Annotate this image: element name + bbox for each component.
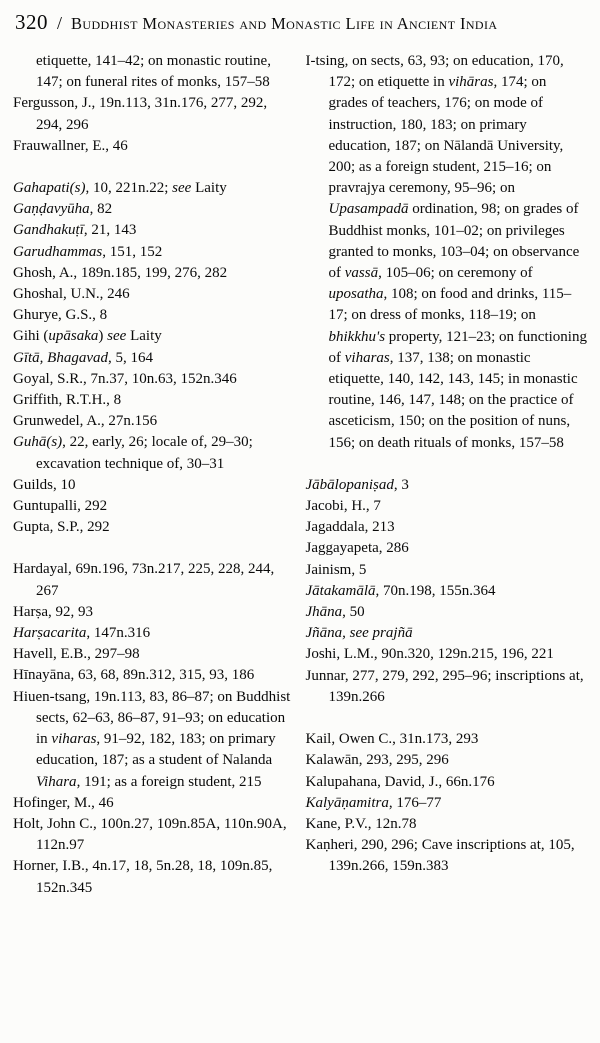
page-header: [15, 10, 587, 35]
index-column-right: [306, 51, 588, 899]
index-entry: Jainism, 5: [305, 561, 367, 578]
index-entry: Hofinger, M., 46: [13, 794, 114, 811]
page-number: 320: [15, 10, 48, 34]
index-entry: Jābālopaniṣad, 3: [305, 476, 409, 493]
index-entry: Jaggayapeta, 286: [305, 540, 409, 557]
index-entry: Kalawān, 293, 295, 296: [305, 752, 449, 769]
index-entry: Ghosh, A., 189n.185, 199, 276, 282: [13, 264, 228, 281]
running-title: Buddhist Monasteries and Monastic Life in Ancient India: [71, 14, 498, 33]
index-entry: I-tsing, on sects, 63, 93; on education, 170, 172; on etiquette in vihāras, 174; on grades of teachers, 176; on mode of instruction, 180, 183; on primary education, 187; on Nālandā University, 200; as a foreign student, 215–16; on pravrajya ceremony, 95–96; on Upasampadā ordination, 98; on grades of Buddhist monks, 101–02; on privileges granted to monks, 103–04; on observance of vassā, 105–06; on ceremony of uposatha, 108; on food and drinks, 115–17; on dress of monks, 118–19; on bhikkhu's property, 121–23; on functioning of viharas, 137, 138; on monastic etiquette, 140, 142, 143, 145; in monastic routine, 146, 147, 148; on the practice of asceticism, 150; on the position of nuns, 156; on death rituals of monks, 157–58: [305, 53, 587, 451]
index-entry: Hiuen-tsang, 19n.113, 83, 86–87; on Buddhist sects, 62–63, 86–87, 91–93; on education in viharas, 91–92, 182, 183; on primary education, 187; as a student of Nalanda Vihara, 191; as a foreign student, 215: [13, 688, 291, 790]
index-entry: Grunwedel, A., 27n.156: [13, 413, 158, 430]
index-entry: Gihi (upāsaka) see Laity: [13, 328, 162, 345]
index-entry: Hardayal, 69n.196, 73n.217, 225, 228, 244, 267: [13, 561, 275, 599]
index-entry: Griffith, R.T.H., 8: [13, 392, 122, 409]
index-entry: Kalyāṇamitra, 176–77: [305, 794, 442, 811]
index-entry: Harṣa, 92, 93: [13, 603, 93, 620]
index-entry: Jacobi, H., 7: [305, 498, 381, 515]
index-entry: Holt, John C., 100n.27, 109n.85A, 110n.90A, 112n.97: [13, 815, 287, 854]
index-entry: Frauwallner, E., 46: [13, 137, 128, 154]
index-entry: Fergusson, J., 19n.113, 31n.176, 277, 292, 294, 296: [13, 95, 268, 133]
index-entry: Gupta, S.P., 292: [13, 519, 110, 536]
index-entry: Jñāna, see prajñā: [305, 625, 413, 642]
index-entry: Junnar, 277, 279, 292, 295–96; inscriptions at, 139n.266: [305, 667, 584, 705]
index-entry: Kalupahana, David, J., 66n.176: [305, 773, 495, 790]
index-entry: Havell, E.B., 297–98: [13, 646, 140, 663]
index-entry: etiquette, 141–42; on monastic routine, 147; on funeral rites of monks, 157–58: [36, 53, 271, 91]
index-entry: Ghoshal, U.N., 246: [13, 286, 130, 303]
index-entry: Horner, I.B., 4n.17, 18, 5n.28, 18, 109n.85, 152n.345: [13, 858, 273, 896]
index-entry: Gahapati(s), 10, 221n.22; see Laity: [13, 180, 227, 197]
index-entry: Guhā(s), 22, early, 26; locale of, 29–30; excavation technique of, 30–31: [13, 434, 253, 472]
index-entry: Kail, Owen C., 31n.173, 293: [305, 731, 479, 748]
index-entry: Joshi, L.M., 90n.320, 129n.215, 196, 221: [305, 646, 554, 663]
index-column-left: [13, 51, 295, 899]
index-entry: Jhāna, 50: [305, 604, 365, 621]
index-entry: Jātakamālā, 70n.198, 155n.364: [305, 582, 496, 599]
index-entry: Jagaddala, 213: [305, 519, 395, 536]
index-entry: Gandhakuṭī, 21, 143: [13, 222, 137, 239]
index-entry: Kaṇheri, 290, 296; Cave inscriptions at, 105, 139n.266, 159n.383: [305, 837, 575, 875]
index-entry: Harṣacarita, 147n.316: [13, 625, 151, 642]
index-entry: Gaṇḍavyūha, 82: [13, 201, 113, 218]
index-entry: Guilds, 10: [13, 476, 76, 493]
index-entry: Gītā, Bhagavad, 5, 164: [13, 349, 153, 366]
index-entry: Ghurye, G.S., 8: [13, 307, 108, 324]
index-entry: Garudhammas, 151, 152: [13, 243, 163, 260]
index-entry: Hīnayāna, 63, 68, 89n.312, 315, 93, 186: [13, 667, 255, 684]
index-entry: Goyal, S.R., 7n.37, 10n.63, 152n.346: [13, 370, 237, 387]
index-entry: Kane, P.V., 12n.78: [305, 815, 417, 832]
header-separator: /: [57, 13, 63, 33]
index-columns: [13, 51, 587, 899]
index-entry: Guntupalli, 292: [13, 498, 108, 515]
